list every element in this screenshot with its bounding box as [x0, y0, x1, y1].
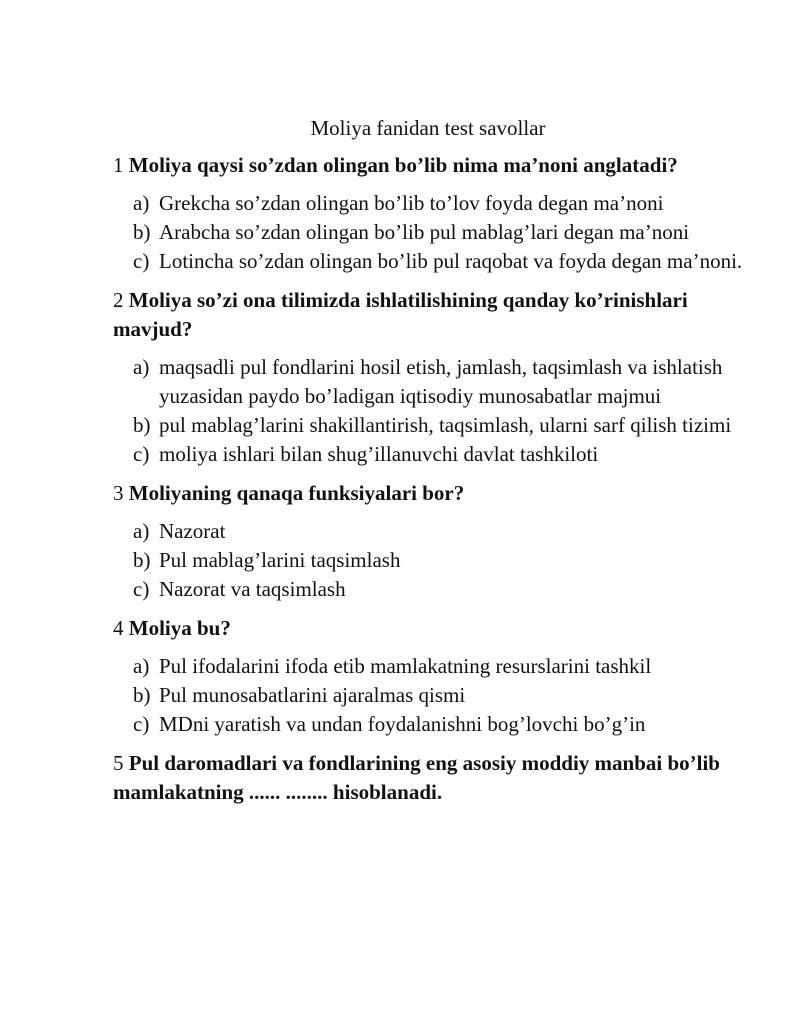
option-a — [113, 517, 753, 546]
question-number: 3 — [113, 481, 124, 505]
option-text: moliya ishlari bilan shug’illanuvchi davlat tashkiloti — [159, 442, 599, 466]
option-letter: a) — [133, 191, 150, 215]
question-number: 2 — [113, 288, 124, 312]
option-list — [113, 353, 753, 469]
option-text: Nazorat va taqsimlash — [159, 577, 346, 601]
question-4 — [113, 614, 753, 739]
question-text — [113, 151, 753, 180]
option-text: Pul munosabatlarini ajaralmas qismi — [159, 683, 466, 707]
option-a — [113, 353, 753, 411]
option-text: pul mablag’larini shakillantirish, taqsimlash, ularni sarf qilish tizimi — [159, 413, 732, 437]
option-letter: a) — [133, 654, 150, 678]
option-b — [113, 681, 753, 710]
option-text: Lotincha so’zdan olingan bo’lib pul raqobat va foyda degan ma’noni. — [159, 249, 743, 273]
option-text: MDni yaratish va undan foydalanishni bog’lovchi bo’g’in — [159, 712, 646, 736]
question-body: Moliya qaysi so’zdan olingan bo’lib nima ma’noni anglatadi? — [128, 153, 678, 177]
question-number: 4 — [113, 616, 124, 640]
option-a — [113, 652, 753, 681]
option-a — [113, 189, 753, 218]
question-5 — [113, 749, 753, 807]
question-list — [113, 151, 753, 807]
option-text: Pul ifodalarini ifoda etib mamlakatning resurslarini tashkil — [159, 654, 652, 678]
option-b — [113, 411, 753, 440]
option-list — [113, 517, 753, 604]
question-body: Moliya bu? — [128, 616, 231, 640]
option-letter: c) — [133, 442, 150, 466]
question-1 — [113, 151, 753, 276]
option-letter: b) — [133, 548, 151, 572]
question-text — [113, 286, 753, 344]
option-b — [113, 546, 753, 575]
option-text: maqsadli pul fondlarini hosil etish, jamlash, taqsimlash va ishlatish yuzasidan paydo bo’ladigan iqtisodiy munosabatlar majmui — [159, 355, 723, 408]
option-text: Nazorat — [159, 519, 226, 543]
question-text — [113, 749, 753, 807]
question-body: Moliya so’zi ona tilimizda ishlatilishining qanday ko’rinishlari mavjud? — [113, 288, 688, 341]
option-c — [113, 575, 753, 604]
option-letter: b) — [133, 220, 151, 244]
option-list — [113, 652, 753, 739]
option-text: Grekcha so’zdan olingan bo’lib to’lov foyda degan ma’noni — [159, 191, 664, 215]
option-c — [113, 440, 753, 469]
question-number: 1 — [113, 153, 124, 177]
option-b — [113, 218, 753, 247]
option-letter: c) — [133, 577, 150, 601]
option-letter: a) — [133, 519, 150, 543]
option-letter: c) — [133, 249, 150, 273]
option-list — [113, 189, 753, 276]
option-c — [113, 247, 753, 276]
option-text: Arabcha so’zdan olingan bo’lib pul mablag’lari degan ma’noni — [159, 220, 690, 244]
option-letter: c) — [133, 712, 150, 736]
question-3 — [113, 479, 753, 604]
option-text: Pul mablag’larini taqsimlash — [159, 548, 401, 572]
option-letter: b) — [133, 413, 151, 437]
option-letter: b) — [133, 683, 151, 707]
question-2 — [113, 286, 753, 469]
option-c — [113, 710, 753, 739]
document-title: Moliya fanidan test savollar — [310, 116, 546, 140]
question-body: Pul daromadlari va fondlarining eng asosiy moddiy manbai bo’lib mamlakatning ...... ........ hisoblanadi. — [113, 751, 720, 804]
option-letter: a) — [133, 355, 150, 379]
question-body: Moliyaning qanaqa funksiyalari bor? — [128, 481, 465, 505]
question-number: 5 — [113, 751, 124, 775]
question-text — [113, 614, 753, 643]
question-text — [113, 479, 753, 508]
